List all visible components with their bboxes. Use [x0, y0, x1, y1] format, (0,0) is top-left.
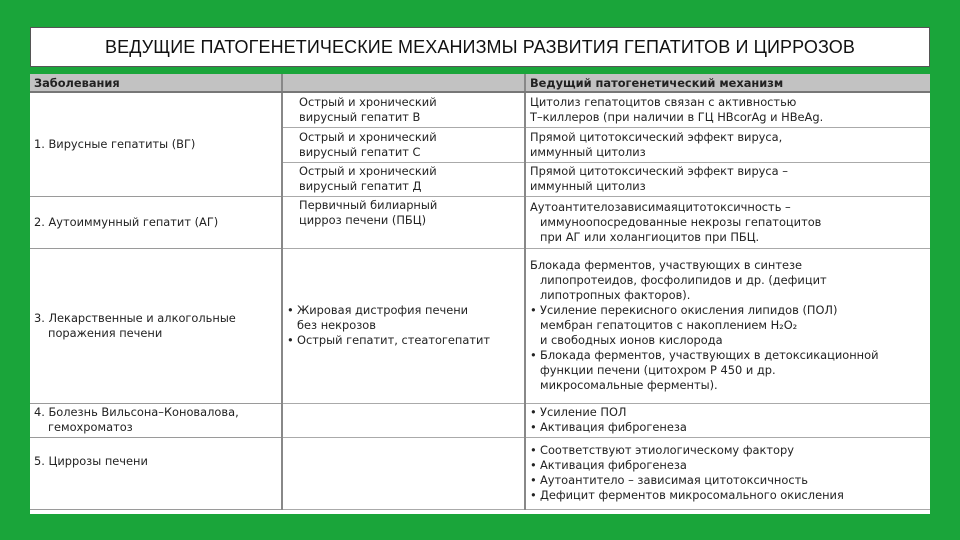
disease-label: гемохроматоз — [48, 420, 133, 434]
form-cell — [282, 127, 525, 162]
table-row — [30, 403, 930, 437]
form-text: Острый и хронический — [299, 164, 437, 178]
form-text: вирусный гепатит В — [299, 109, 421, 124]
mechanism-list — [530, 405, 926, 435]
mechanism-text: иммуноопосредованные некрозы гепатоцитов — [540, 214, 822, 229]
form-text: Первичный билиарный — [299, 197, 438, 212]
mechanism-text: иммунный цитолиз — [530, 179, 646, 193]
table-row — [30, 248, 930, 403]
mechanism-list — [530, 303, 926, 393]
mechanism-text: Т–киллеров (при наличии в ГЦ HBcorAg и HBeAg. — [530, 109, 824, 124]
header-forms — [282, 74, 525, 92]
form-list — [287, 303, 520, 348]
slide-title: ВЕДУЩИЕ ПАТОГЕНЕТИЧЕСКИЕ МЕХАНИЗМЫ РАЗВИТИЯ ГЕПАТИТОВ И ЦИРРОЗОВ — [105, 36, 855, 57]
mechanism-list — [530, 443, 926, 503]
form-cell — [282, 403, 525, 437]
form-cell — [282, 437, 525, 509]
mechanism-cell — [525, 437, 930, 509]
disease-cell — [30, 92, 282, 196]
mechanism-text: липопротеидов, фосфолипидов и др. (дефицит — [540, 273, 827, 287]
mechanism-cell — [525, 92, 930, 127]
mechanism-text: Цитолиз гепатоцитов связан с активностью — [530, 94, 797, 109]
disease-label: 5. Циррозы печени — [34, 453, 148, 468]
mechanism-cell — [525, 403, 930, 437]
mechanism-cell — [525, 162, 930, 196]
mechanism-cell — [525, 196, 930, 248]
list-item: • Усиление перекисного окисления липидов (ПОЛ) мембран гепатоцитов с накоплением H₂O₂ и свободных ионов кислорода — [530, 303, 926, 348]
disease-label: 2. Аутоиммунный гепатит (АГ) — [34, 214, 219, 229]
disease-label: 3. Лекарственные и алкогольные — [34, 310, 236, 325]
disease-label: 1. Вирусные гепатиты (ВГ) — [34, 136, 196, 151]
disease-cell — [30, 437, 282, 509]
mechanism-text: при АГ или холангиоцитов при ПБЦ. — [540, 229, 760, 244]
mechanism-cell — [525, 248, 930, 403]
form-cell — [282, 248, 525, 403]
disease-cell — [30, 248, 282, 403]
disease-cell — [30, 196, 282, 248]
list-item: • Жировая дистрофия печени без некрозов — [287, 303, 520, 333]
disease-label: поражения печени — [48, 325, 163, 340]
pathogenesis-table — [30, 74, 930, 510]
form-cell — [282, 162, 525, 196]
table-row — [30, 92, 930, 127]
mechanism-text: Прямой цитотоксический эффект вируса – — [530, 164, 788, 178]
mechanism-text: Прямой цитотоксический эффект вируса, — [530, 129, 783, 144]
form-text: Острый и хронический — [299, 129, 437, 144]
disease-cell — [30, 403, 282, 437]
form-text: вирусный гепатит С — [299, 144, 421, 159]
form-text: Острый и хронический — [299, 94, 437, 109]
header-mechanism: Ведущий патогенетический механизм — [525, 74, 930, 92]
table-row — [30, 196, 930, 248]
table-header-row — [30, 74, 930, 92]
mechanism-cell — [525, 127, 930, 162]
form-text: цирроз печени (ПБЦ) — [299, 212, 427, 227]
list-item: • Блокада ферментов, участвующих в детоксикационной функции печени (цитохром Р 450 и др. микросомальные ферменты). — [530, 348, 926, 393]
mechanism-text: Блокада ферментов, участвующих в синтезе — [530, 258, 803, 272]
mechanism-text: Аутоантителозависимаяцитотоксичность – — [530, 199, 791, 214]
list-item: • Усиление ПОЛ — [530, 405, 926, 420]
form-cell — [282, 196, 525, 248]
list-item: • Острый гепатит, стеатогепатит — [287, 333, 520, 348]
slide-title-box — [30, 27, 930, 67]
list-item: • Активация фиброгенеза — [530, 458, 926, 473]
form-cell — [282, 92, 525, 127]
mechanism-text: липотропных факторов). — [540, 288, 691, 302]
list-item: • Дефицит ферментов микросомального окисления — [530, 488, 926, 503]
header-diseases: Заболевания — [30, 74, 282, 92]
list-item: • Активация фиброгенеза — [530, 420, 926, 435]
form-text: вирусный гепатит Д — [299, 179, 422, 193]
list-item: • Аутоантитело – зависимая цитотоксичность — [530, 473, 926, 488]
list-item: • Соответствуют этиологическому фактору — [530, 443, 926, 458]
disease-label: 4. Болезнь Вильсона–Коновалова, — [34, 405, 239, 419]
pathogenesis-table-image — [30, 74, 930, 514]
mechanism-text: иммунный цитолиз — [530, 144, 646, 159]
table-row — [30, 437, 930, 509]
